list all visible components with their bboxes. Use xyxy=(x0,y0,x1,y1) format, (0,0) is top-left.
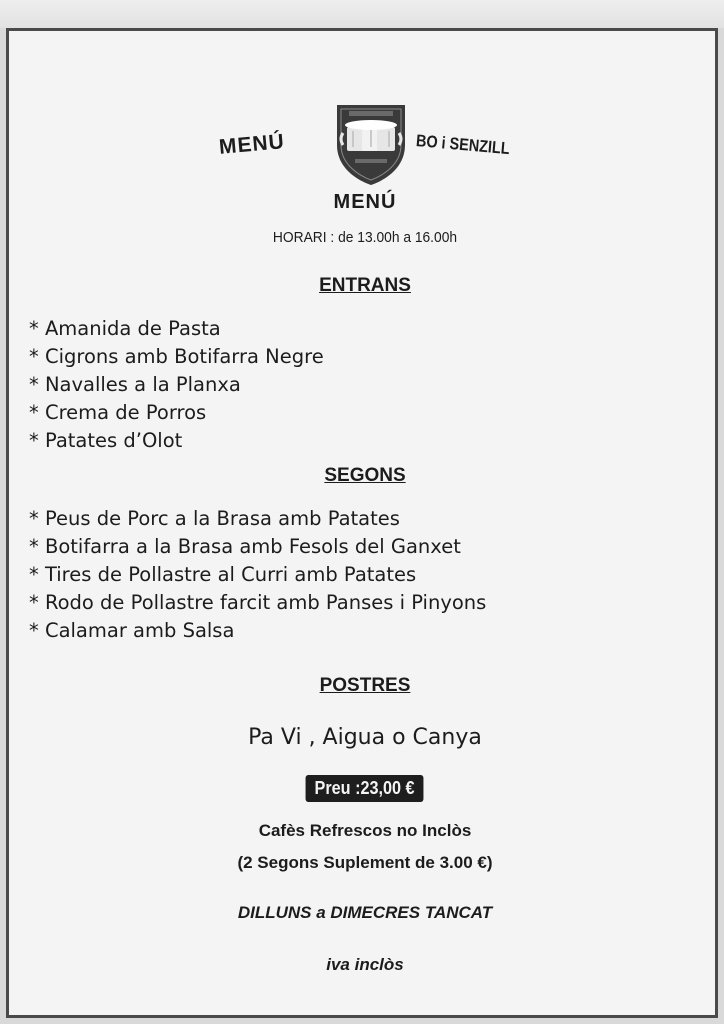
list-item: * Rodo de Pollastre farcit amb Panses i Pinyons xyxy=(29,591,487,614)
header-left-text: MENÚ xyxy=(218,130,286,159)
segons-list xyxy=(29,505,486,645)
price-wrap xyxy=(9,775,721,802)
list-item: * Calamar amb Salsa xyxy=(29,619,235,642)
list-item: * Peus de Porc a la Brasa amb Patates xyxy=(29,507,400,530)
closed-days-note: DILLUNS a DIMECRES TANCAT xyxy=(237,903,493,922)
menu-title: MENÚ xyxy=(333,191,397,213)
suplement-note: (2 Segons Suplement de 3.00 €) xyxy=(237,853,493,872)
price-badge: Preu :23,00 € xyxy=(306,775,424,802)
list-item: * Patates d’Olot xyxy=(29,429,183,452)
menu-header xyxy=(9,93,709,193)
entrans-heading: ENTRANS xyxy=(319,275,411,296)
list-item: * Botifarra a la Brasa amb Fesols del Ganxet xyxy=(29,535,461,558)
list-item: * Crema de Porros xyxy=(29,401,207,424)
list-item: * Tires de Pollastre al Curri amb Patates xyxy=(29,563,417,586)
iva-note: iva inclòs xyxy=(326,955,404,974)
header-right-text: BO i SENZILL xyxy=(415,131,511,159)
menu-sheet xyxy=(6,28,718,1018)
opening-hours: HORARI : de 13.00h a 16.00h xyxy=(272,229,458,246)
list-item: * Cigrons amb Botifarra Negre xyxy=(29,345,324,368)
segons-heading: SEGONS xyxy=(324,465,406,486)
list-item: * Navalles a la Planxa xyxy=(29,373,241,396)
drinks-line: Pa Vi , Aigua o Canya xyxy=(248,725,482,750)
entrans-list xyxy=(29,315,324,455)
cafes-note: Cafès Refrescos no Inclòs xyxy=(258,821,472,840)
postres-heading: POSTRES xyxy=(319,675,411,696)
beer-mugs-shield-icon xyxy=(331,99,411,187)
top-strip xyxy=(0,0,724,28)
list-item: * Amanida de Pasta xyxy=(29,317,221,340)
